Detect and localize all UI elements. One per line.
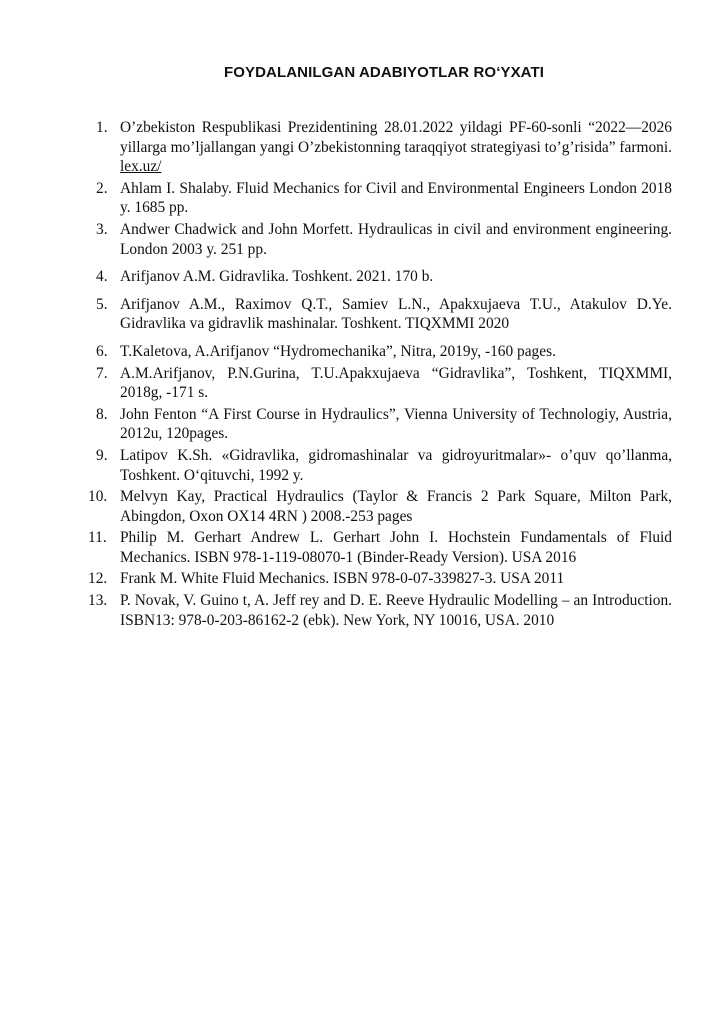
reference-text: Frank M. White Fluid Mechanics. ISBN 978-0-07-339827-3. USA 2011 (120, 570, 565, 588)
reference-item-3 (96, 220, 672, 259)
reference-item-7 (96, 364, 672, 403)
reference-text: O’zbekiston Respublikasi Prezidentining 28.01.2022 yildagi PF-60-sonli “2022—2026 yillarga mo’ljallangan yangi O’zbekistonning taraqqiyot strategiyasi to’g’risida” farmoni. (120, 119, 672, 156)
reference-number: 5. (96, 295, 108, 313)
reference-number: 1. (96, 119, 108, 136)
reference-item-12 (88, 569, 672, 589)
reference-number: 11. (88, 529, 107, 547)
reference-item-6 (96, 342, 672, 362)
reference-text: John Fenton “A First Course in Hydraulics”, Vienna University of Technologiy, Austria, 2012u, 120pages. (120, 405, 672, 443)
reference-number: 13. (88, 592, 108, 610)
reference-text: Philip M. Gerhart Andrew L. Gerhart John I. Hochstein Fundamentals of Fluid Mechanics. ISBN 978-1-119-08070-1 (Binder-Ready Version). USA 2016 (120, 529, 672, 566)
reference-number: 12. (88, 570, 108, 588)
reference-number: 9. (96, 446, 108, 464)
page-title: FOYDALANILGAN ADABIYOTLAR RO‘YXATI (223, 64, 545, 81)
reference-number: 4. (96, 268, 108, 286)
reference-number: 6. (96, 342, 108, 360)
reference-number: 7. (96, 364, 108, 382)
reference-text: P. Novak, V. Guino t, A. Jeff rey and D. E. Reeve Hydraulic Modelling – an Introduction. ISBN13: 978-0-203-86162-2 (ebk). New York, NY 10016, USA. 2010 (120, 592, 672, 629)
reference-text: A.M.Arifjanov, P.N.Gurina, T.U.Apakxujaeva “Gidravlika”, Toshkent, TIQXMMI, 2018g, -171 s. (120, 364, 672, 402)
reference-item-8 (96, 405, 672, 444)
reference-number: 3. (96, 220, 108, 238)
reference-text: Arifjanov A.M. Gidravlika. Toshkent. 2021. 170 b. (120, 268, 434, 286)
reference-item-1 (96, 118, 672, 177)
reference-text: Andwer Chadwick and John Morfett. Hydraulicas in civil and environment engineering. London 2003 y. 251 pp. (120, 220, 672, 258)
reference-item-13 (88, 591, 672, 630)
reference-item-5 (96, 295, 672, 334)
reference-item-11 (88, 528, 672, 567)
reference-text: Ahlam I. Shalaby. Fluid Mechanics for Civil and Environmental Engineers London 2018 y. 1685 pp. (120, 179, 672, 217)
reference-text: T.Kaletova, A.Arifjanov “Hydromechanika”, Nitra, 2019y, -160 pages. (120, 342, 556, 360)
reference-number: 10. (88, 488, 108, 506)
reference-text: Latipov K.Sh. «Gidravlika, gidromashinalar va gidroyuritmalar»- o’quv qo’llanma, Toshkent. O‘qituvchi, 1992 y. (120, 446, 672, 484)
reference-text: Arifjanov A.M., Raximov Q.T., Samiev L.N., Apakxujaeva T.U., Atakulov D.Ye. Gidravlika va gidravlik mashinalar. Toshkent. TIQXMMI 2020 (120, 295, 672, 333)
reference-list (88, 118, 672, 632)
reference-item-2 (96, 179, 672, 218)
reference-number: 8. (96, 405, 108, 423)
reference-item-4 (96, 267, 672, 287)
reference-text: Melvyn Kay, Practical Hydraulics (Taylor & Francis 2 Park Square, Milton Park, Abingdon, Oxon OX14 4RN ) 2008.-253 pages (120, 488, 672, 525)
reference-item-9 (96, 446, 672, 485)
reference-item-10 (88, 487, 672, 526)
reference-link[interactable]: lex.uz/ (120, 158, 162, 176)
reference-number: 2. (96, 179, 108, 197)
